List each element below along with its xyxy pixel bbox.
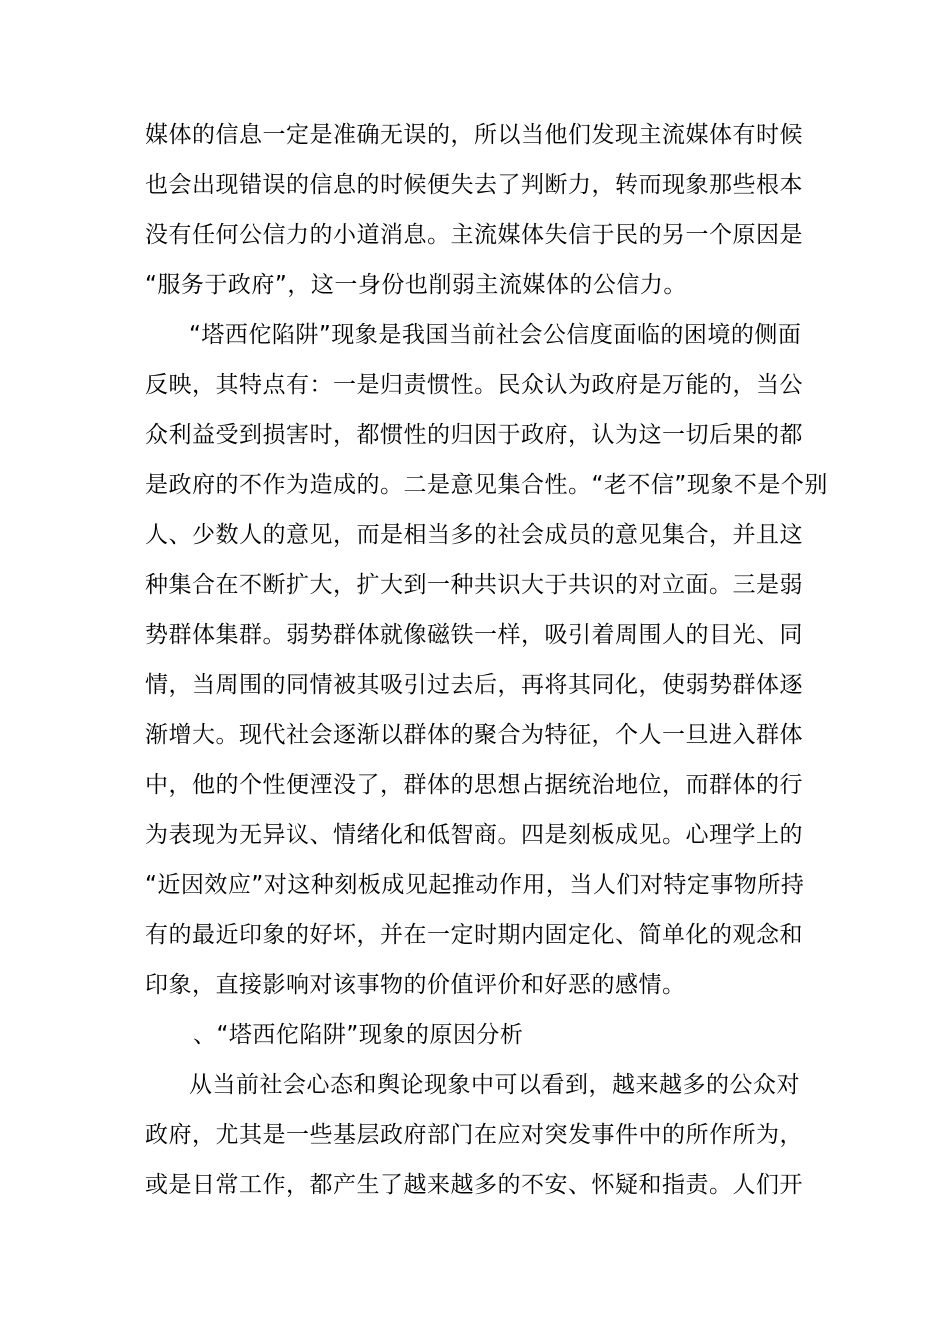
- section-heading: 、“塔西佗陷阱”现象的原因分析: [193, 1022, 524, 1048]
- text-line: 媒体的信息一定是准确无误的，所以当他们发现主流媒体有时候: [145, 122, 803, 148]
- text-line: 种集合在不断扩大，扩大到一种共识大于共识的对立面。三是弱: [145, 572, 803, 598]
- text-line: 渐增大。现代社会逐渐以群体的聚合为特征，个人一旦进入群体: [145, 722, 803, 748]
- text-line: 有的最近印象的好坏，并在一定时期内固定化、简单化的观念和: [145, 922, 803, 948]
- text-line: “近因效应”对这种刻板成见起推动作用，当人们对特定事物所持: [145, 872, 805, 898]
- text-line: 众利益受到损害时，都惯性的归因于政府，认为这一切后果的都: [145, 422, 803, 448]
- text-line: 没有任何公信力的小道消息。主流媒体失信于民的另一个原因是: [145, 222, 803, 248]
- text-line: 政府，尤其是一些基层政府部门在应对突发事件中的所作所为，: [145, 1122, 803, 1148]
- text-line: “服务于政府”，这一身份也削弱主流媒体的公信力。: [145, 272, 687, 298]
- text-line: 中，他的个性便湮没了，群体的思想占据统治地位，而群体的行: [145, 772, 803, 798]
- paragraph-first-line: 从当前社会心态和舆论现象中可以看到，越来越多的公众对: [189, 1072, 800, 1098]
- text-line: 也会出现错误的信息的时候便失去了判断力，转而现象那些根本: [145, 172, 803, 198]
- text-line: 势群体集群。弱势群体就像磁铁一样，吸引着周围人的目光、同: [145, 622, 803, 648]
- paragraph-first-line: “塔西佗陷阱”现象是我国当前社会公信度面临的困境的侧面: [189, 322, 802, 348]
- text-line: 印象，直接影响对该事物的价值评价和好恶的感情。: [145, 972, 686, 998]
- text-line: 情，当周围的同情被其吸引过去后，再将其同化，使弱势群体逐: [145, 672, 803, 698]
- text-line: 为表现为无异议、情绪化和低智商。四是刻板成见。心理学上的: [145, 822, 803, 848]
- text-line: 是政府的不作为造成的。二是意见集合性。“老不信”现象不是个别: [145, 472, 828, 498]
- text-line: 或是日常工作，都产生了越来越多的不安、怀疑和指责。人们开: [145, 1172, 803, 1198]
- text-line: 人、少数人的意见，而是相当多的社会成员的意见集合，并且这: [145, 522, 803, 548]
- text-line: 反映，其特点有：一是归责惯性。民众认为政府是万能的，当公: [145, 372, 803, 398]
